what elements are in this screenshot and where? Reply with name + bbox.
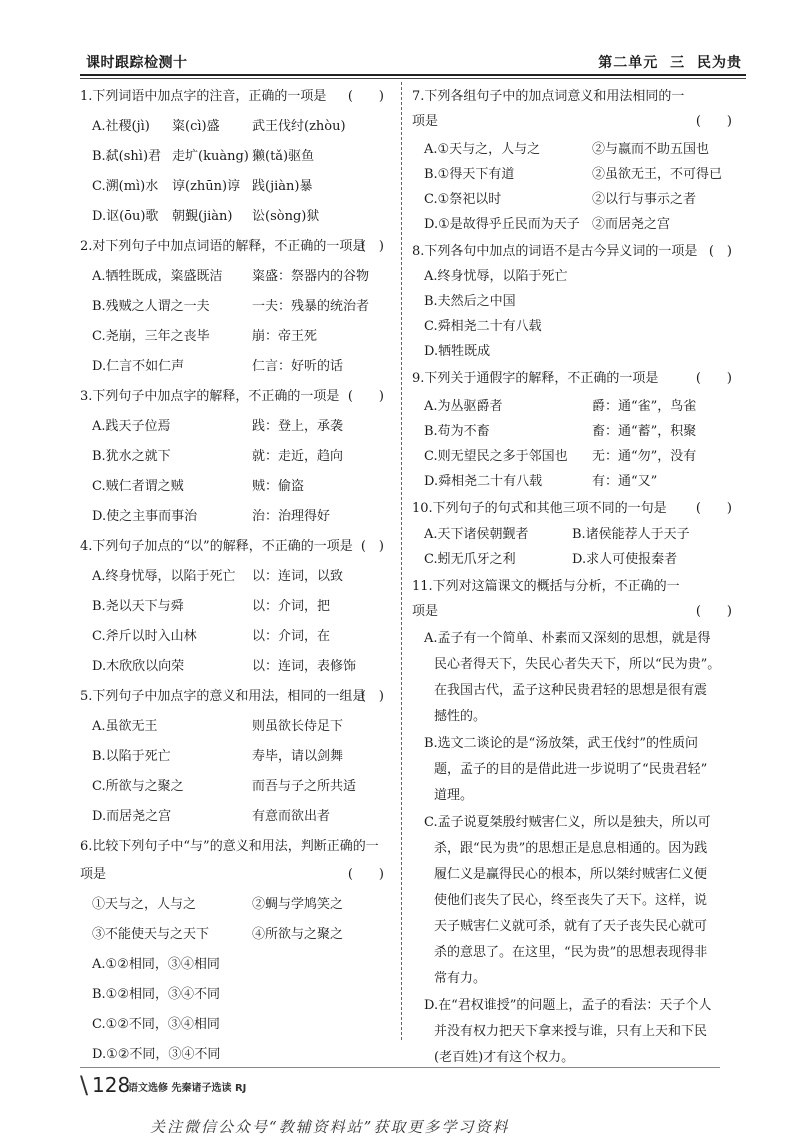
question-text: 9.下列关于通假字的解释，不正确的一项是 [412, 371, 659, 386]
option-text: D.使之主事而事治 [92, 509, 198, 524]
column-divider [401, 82, 402, 1040]
text-line [412, 763, 740, 781]
option-text: B.夫然后之中国 [424, 294, 516, 309]
analysis-paragraph-start: C.孟子说夏桀殷纣贼害仁义，所以是独夫，所以可 [424, 815, 711, 830]
phonetic-choice-3: 讼(sòng)狱 [252, 209, 320, 224]
text-line [80, 810, 392, 828]
text-line [412, 450, 740, 468]
text-line [412, 920, 740, 938]
option-text: C.蚓无爪牙之利 [424, 552, 516, 567]
analysis-paragraph-start: B.选文二谈论的是“汤放桀，武王伐纣”的性质问 [424, 736, 698, 751]
phonetic-choice: C.溯(mì)水 [92, 179, 159, 194]
watermark-text: 关注微信公众号“教辅资料站”获取更多学习资料 [150, 1118, 510, 1136]
text-line [412, 320, 740, 338]
answer-parentheses: ( ) [708, 244, 732, 259]
phonetic-choice: B.弑(shì)君 [92, 149, 162, 164]
text-line [412, 605, 740, 623]
text-line [80, 868, 392, 886]
text-line [80, 660, 392, 678]
option-explanation: 无：通“勿”，没有 [592, 449, 697, 464]
option-explanation: 畜：通“蓄”，积聚 [592, 424, 697, 439]
question-text: 2.对下列句子中加点词语的解释，不正确的一项是 [80, 239, 366, 254]
option-text: D.①②不同，③④不同 [92, 1047, 221, 1062]
text-line [412, 193, 740, 211]
option-explanation: 以：连词，以致 [252, 569, 344, 584]
footer-rule [80, 1067, 720, 1068]
text-line [80, 450, 392, 468]
text-line [80, 1018, 392, 1036]
text-line [80, 330, 392, 348]
text-line [412, 1025, 740, 1043]
analysis-paragraph-line: 杀，跟“民为贵”的思想正是息息相通的。因为践 [434, 841, 708, 856]
text-line [80, 150, 392, 168]
phonetic-choice-3: 武王伐纣(zhòu) [252, 119, 346, 134]
text-line [80, 630, 392, 648]
analysis-paragraph-line: 天子贼害仁义就可杀，就有了天子丧失民心就可 [434, 919, 708, 934]
option-text: D.牺牲既成 [424, 344, 491, 359]
option-text: D.①是故得乎丘民而为天子 [424, 217, 580, 232]
analysis-paragraph-line: 并没有权力把天下拿来授与谁，只有上天和下民 [434, 1024, 708, 1039]
option-explanation: 贼：偷盗 [252, 479, 305, 494]
text-line [412, 345, 740, 363]
question-text: 11.下列对这篇课文的概括与分析，不正确的一 [412, 579, 680, 594]
option-explanation: 以：连词，表修饰 [252, 659, 357, 674]
option-text-second: D.求人可使报秦者 [572, 552, 678, 567]
text-line [412, 710, 740, 728]
option-explanation: ②而居尧之宫 [592, 217, 671, 232]
option-explanation: ②虽欲无王，不可得已 [592, 167, 723, 182]
phonetic-choice: D.讴(ōu)歌 [92, 209, 159, 224]
analysis-paragraph-line: 撼性的。 [434, 709, 487, 724]
option-text: A.天下诸侯朝觐者 [424, 527, 529, 542]
analysis-paragraph-line: 履仁义是赢得民心的根本，所以桀纣贼害仁义便 [434, 867, 708, 882]
text-line [80, 270, 392, 288]
answer-parentheses: ( ) [695, 604, 732, 619]
text-line [412, 90, 740, 108]
option-text: A.①天与之，人与之 [424, 142, 541, 157]
option-text: A.终身忧辱，以陷于死亡 [92, 569, 236, 584]
text-line [412, 168, 740, 186]
option-text: B.犹水之就下 [92, 449, 171, 464]
option-text: B.以陷于死亡 [92, 749, 171, 764]
option-text: D.仁言不如仁声 [92, 359, 185, 374]
option-explanation: 一夫：残暴的统治者 [252, 299, 370, 314]
option-text: ③不能使天与之天下 [92, 927, 210, 942]
option-text: B.①得天下有道 [424, 167, 515, 182]
text-line [412, 684, 740, 702]
text-line [80, 690, 392, 708]
question-text: 项是 [412, 604, 439, 619]
analysis-paragraph-line: 道理。 [434, 788, 474, 803]
text-line [412, 475, 740, 493]
option-text: D.舜相尧二十有八载 [424, 474, 543, 489]
text-line [412, 658, 740, 676]
option-text-second: ②蜩与学鸠笑之 [252, 897, 344, 912]
text-line [80, 480, 392, 498]
answer-parentheses: ( ) [347, 389, 384, 404]
question-text: 5.下列句子中加点字的意义和用法，相同的一组是 [80, 689, 366, 704]
option-text-second: ④所欲与之聚之 [252, 927, 344, 942]
book-title: 语文选修 先秦诸子选读 RJ [128, 1083, 247, 1094]
header-rule [80, 74, 746, 76]
option-explanation: 粢盛：祭器内的谷物 [252, 269, 370, 284]
option-explanation: 则虽欲长侍足下 [252, 719, 344, 734]
analysis-paragraph-line: 常有力。 [434, 971, 487, 986]
option-text: C.尧崩，三年之丧毕 [92, 329, 210, 344]
answer-parentheses: ( ) [695, 501, 732, 516]
text-line [80, 898, 392, 916]
option-text: C.斧斤以时入山林 [92, 629, 197, 644]
text-line [80, 840, 392, 858]
option-text: A.践天子位焉 [92, 419, 171, 434]
text-line [80, 420, 392, 438]
phonetic-choice-2: 谆(zhūn)谆 [172, 179, 241, 194]
text-line [412, 580, 740, 598]
text-line [412, 245, 740, 263]
text-line [80, 928, 392, 946]
analysis-paragraph-line: 在我国古代，孟子这种民贵君轻的思想是很有震 [434, 683, 708, 698]
question-text: 7.下列各组句子中的加点词意义和用法相同的一 [412, 89, 685, 104]
option-text: B.①②相同，③④不同 [92, 987, 220, 1002]
analysis-paragraph-start: A.孟子有一个简单、朴素而又深刻的思想，就是得 [424, 631, 711, 646]
option-explanation: ②与嬴而不助五国也 [592, 142, 710, 157]
header-rule-thin [80, 78, 746, 79]
option-text: B.残贼之人谓之一夫 [92, 299, 210, 314]
text-line [412, 894, 740, 912]
option-explanation: 就：走近，趋向 [252, 449, 344, 464]
text-line [80, 750, 392, 768]
question-text: 10.下列句子的句式和其他三项不同的一句是 [412, 501, 667, 516]
option-text: A.虽欲无王 [92, 719, 158, 734]
question-text: 项是 [412, 114, 439, 129]
question-text: 8.下列各句中加点的词语不是古今异义词的一项是 [412, 244, 698, 259]
option-text: B.尧以天下与舜 [92, 599, 184, 614]
phonetic-choice-2: 粢(cì)盛 [172, 119, 220, 134]
text-line [80, 120, 392, 138]
text-line [412, 632, 740, 650]
answer-parentheses: ( ) [360, 239, 384, 254]
text-line [80, 570, 392, 588]
option-text: A.终身忧辱，以陷于死亡 [424, 269, 568, 284]
option-explanation: 崩：帝王死 [252, 329, 318, 344]
analysis-paragraph-line: 民心者得天下，失民心者失天下，所以“民为贵”。 [434, 657, 721, 672]
text-line [80, 988, 392, 1006]
option-explanation: ②以行与事示之者 [592, 192, 697, 207]
question-text: 1.下列词语中加点字的注音，正确的一项是 [80, 89, 327, 104]
question-text: 6.比较下列句子中“与”的意义和用法，判断正确的一 [80, 839, 379, 854]
worksheet-title: 课时跟踪检测十 [86, 55, 188, 71]
text-line [412, 425, 740, 443]
option-text: C.贼仁者谓之贼 [92, 479, 184, 494]
option-explanation: 仁言：好听的话 [252, 359, 344, 374]
phonetic-choice-3: 践(jiàn)暴 [252, 179, 313, 194]
option-explanation: 践：登上，承袭 [252, 419, 344, 434]
option-explanation: 寿毕，请以剑舞 [252, 749, 344, 764]
text-line [80, 540, 392, 558]
analysis-paragraph-start: D.在“君权谁授”的问题上，孟子的看法：天子个人 [424, 998, 712, 1013]
option-explanation: 有意而欲出者 [252, 809, 331, 824]
text-line [80, 390, 392, 408]
option-text: B.苟为不畜 [424, 424, 490, 439]
text-line [80, 90, 392, 108]
text-line [80, 720, 392, 738]
option-text: D.木欣欣以向荣 [92, 659, 185, 674]
text-line [412, 789, 740, 807]
text-line [412, 295, 740, 313]
text-line [412, 528, 740, 546]
text-line [80, 210, 392, 228]
text-line [80, 240, 392, 258]
option-explanation: 而吾与子之所共适 [252, 779, 357, 794]
option-explanation: 治：治理得好 [252, 509, 331, 524]
answer-parentheses: ( ) [695, 114, 732, 129]
text-line [412, 502, 740, 520]
analysis-paragraph-line: (老百姓)才有这个权力。 [434, 1050, 575, 1065]
option-explanation: 以：介词，在 [252, 629, 331, 644]
text-line [412, 218, 740, 236]
option-explanation: 有：通“又” [592, 474, 658, 489]
phonetic-choice-2: 走圹(kuàng) [172, 149, 249, 164]
text-line [412, 400, 740, 418]
answer-parentheses: ( ) [695, 371, 732, 386]
text-line [412, 999, 740, 1017]
option-text: C.舜相尧二十有八载 [424, 319, 542, 334]
text-line [80, 1048, 392, 1066]
option-text: C.则无望民之多于邻国也 [424, 449, 568, 464]
text-line [80, 958, 392, 976]
text-line [412, 842, 740, 860]
phonetic-choice-3: 獭(tǎ)驱鱼 [252, 149, 315, 164]
option-text: C.①②不同，③④相同 [92, 1017, 220, 1032]
text-line [80, 510, 392, 528]
text-line [412, 737, 740, 755]
option-text: C.①祭祀以时 [424, 192, 502, 207]
analysis-paragraph-line: 使他们丧失了民心，终至丧失了天下。这样，说 [434, 893, 708, 908]
text-line [80, 780, 392, 798]
answer-parentheses: ( ) [347, 89, 384, 104]
text-line [412, 868, 740, 886]
option-explanation: 以：介词，把 [252, 599, 331, 614]
page-number: 128 [92, 1073, 131, 1097]
analysis-paragraph-line: 题，孟子的目的是借此进一步说明了“民贵君轻” [434, 762, 708, 777]
option-text: D.而居尧之宫 [92, 809, 172, 824]
text-line [412, 270, 740, 288]
option-text: A.①②相同，③④相同 [92, 957, 220, 972]
question-text: 4.下列句子加点的“以”的解释，不正确的一项是 [80, 539, 353, 554]
text-line [80, 300, 392, 318]
option-text: A.为丛驱爵者 [424, 399, 503, 414]
option-text-second: B.诸侯能荐人于天子 [572, 527, 690, 542]
answer-parentheses: ( ) [360, 539, 384, 554]
text-line [412, 143, 740, 161]
phonetic-choice-2: 朝覲(jiàn) [172, 209, 233, 224]
text-line [412, 372, 740, 390]
text-line [80, 600, 392, 618]
analysis-paragraph-line: 杀的意思了。在这里，“民为贵”的思想表现得非 [434, 945, 708, 960]
option-explanation: 爵：通“雀”，鸟雀 [592, 399, 697, 414]
text-line [412, 553, 740, 571]
question-text: 3.下列句子中加点字的解释，不正确的一项是 [80, 389, 340, 404]
answer-parentheses: ( ) [360, 689, 384, 704]
text-line [80, 180, 392, 198]
text-line [412, 816, 740, 834]
text-line [412, 115, 740, 133]
phonetic-choice: A.社稷(jì) [92, 119, 150, 134]
question-text: 项是 [80, 867, 107, 882]
answer-parentheses: ( ) [347, 867, 384, 882]
option-text: A.牺牲既成，粢盛既洁 [92, 269, 223, 284]
text-line [412, 946, 740, 964]
footer-slash-mark: \ [80, 1071, 89, 1099]
option-text: ①天与之，人与之 [92, 897, 197, 912]
unit-title: 第二单元 三 民为贵 [598, 55, 742, 71]
text-line [80, 360, 392, 378]
option-text: C.所欲与之聚之 [92, 779, 184, 794]
text-line [412, 972, 740, 990]
